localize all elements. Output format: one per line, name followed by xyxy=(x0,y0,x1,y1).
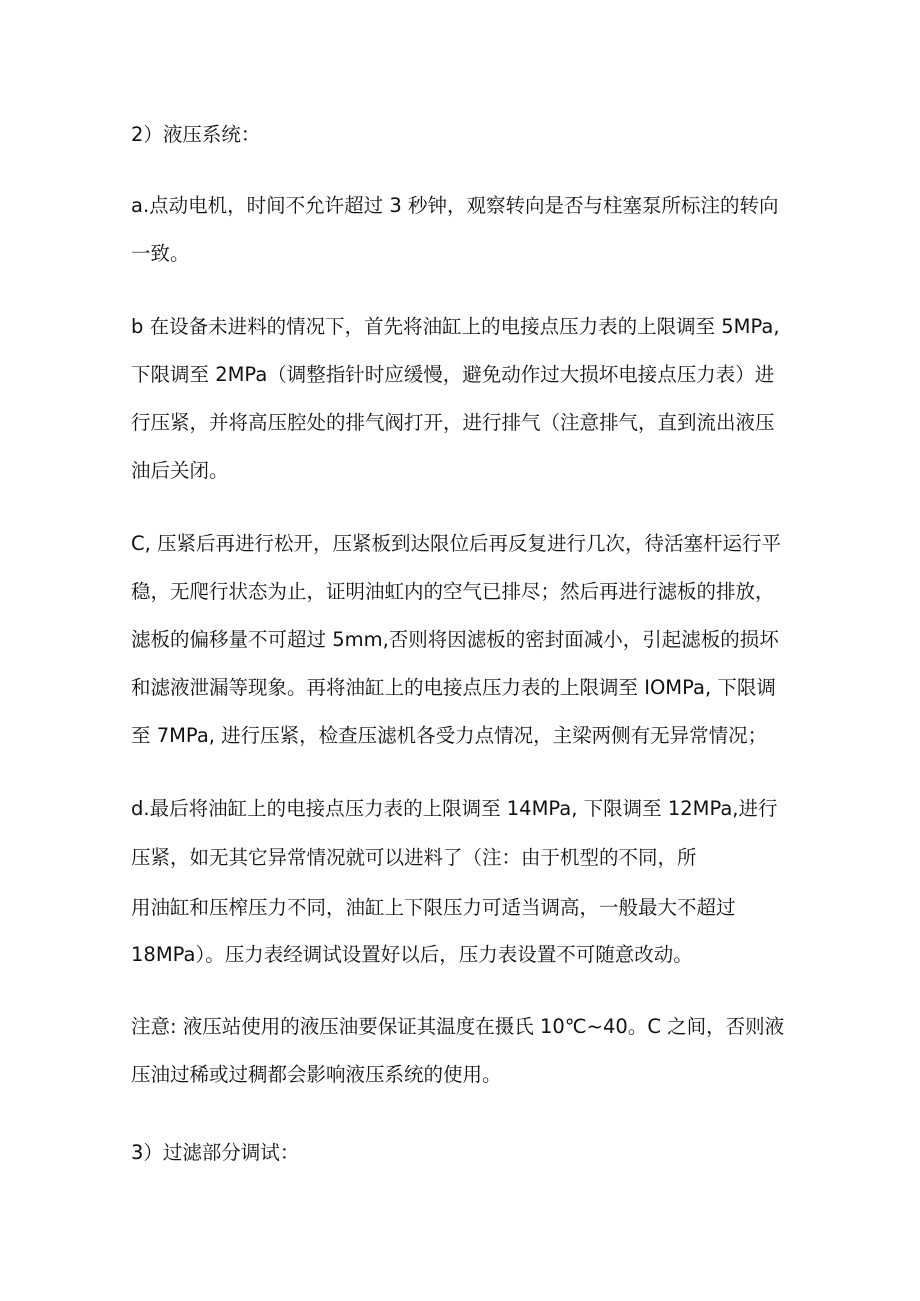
paragraph-b-line-1: b 在设备未进料的情况下，首先将油缸上的电接点压力表的上限调至 5MPa, xyxy=(131,315,780,338)
paragraph-d-line-1: d.最后将油缸上的电接点压力表的上限调至 14MPa, 下限调至 12MPa,进行 xyxy=(131,797,778,820)
paragraph-d-line-4: 18MPa）。压力表经调试设置好以后，压力表设置不可随意改动。 xyxy=(131,943,693,966)
paragraph-b-line-4: 油后关闭。 xyxy=(131,459,229,482)
paragraph-c-line-5: 至 7MPa, 进行压紧，检查压滤机各受力点情况，主梁两侧有无异常情况； xyxy=(131,724,768,747)
paragraph-d-line-3: 用油缸和压榨压力不同，油缸上下限压力可适当调高，一般最大不超过 xyxy=(131,896,736,919)
paragraph-c-line-4: 和滤液泄漏等现象。再将油缸上的电接点压力表的上限调至 IOMPa, 下限调 xyxy=(131,676,776,699)
section-heading-filter-debugging: 3）过滤部分调试： xyxy=(131,1141,300,1164)
paragraph-a-line-1: a.点动电机，时间不允许超过 3 秒钟，观察转向是否与柱塞泵所标注的转向 xyxy=(131,194,779,217)
note-line-1: 注意: 液压站使用的液压油要保证其温度在摄氏 10℃~40。C 之间，否则液 xyxy=(131,1015,785,1038)
paragraph-b-line-3: 行压紧，并将高压腔处的排气阀打开，进行排气（注意排气，直到流出液压 xyxy=(131,411,775,434)
paragraph-c-line-2: 稳，无爬行状态为止，证明油虹内的空气已排尽；然后再进行滤板的排放， xyxy=(131,580,775,603)
section-heading-hydraulic-system: 2）液压系统： xyxy=(131,123,261,146)
paragraph-c-line-1: C, 压紧后再进行松开，压紧板到达限位后再反复进行几次，待活塞杆运行平 xyxy=(131,532,782,555)
paragraph-c-line-3: 滤板的偏移量不可超过 5mm,否则将因滤板的密封面减小，引起滤板的损坏 xyxy=(131,628,779,651)
paragraph-b-line-2: 下限调至 2MPa（调整指针时应缓慢，避免动作过大损坏电接点压力表）进 xyxy=(131,363,775,386)
note-line-2: 压油过稀或过稠都会影响液压系统的使用。 xyxy=(131,1063,502,1086)
paragraph-d-line-2: 压紧，如无其它异常情况就可以进料了（注：由于机型的不同，所 xyxy=(131,846,697,869)
paragraph-a-line-2: 一致。 xyxy=(131,242,190,265)
